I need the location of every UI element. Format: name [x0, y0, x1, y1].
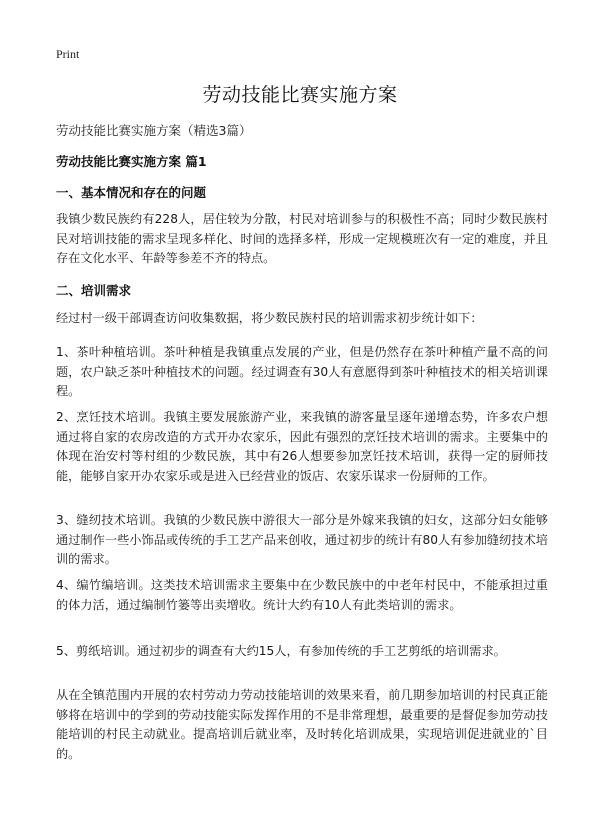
- list-item-sewing: 3、缝纫技术培训。我镇的少数民族中游很大一部分是外嫁来我镇的妇女，这部分妇女能够通过制作一些小饰品或传统的手工艺产品来创收，通过初步的统计有80人有参加缝纫技术培训的需求。: [56, 513, 548, 566]
- document-subtitle: 劳动技能比赛实施方案（精选3篇）: [56, 123, 252, 138]
- heading-basic-situation: 一、基本情况和存在的问题: [56, 185, 207, 200]
- document-title: 劳动技能比赛实施方案: [202, 84, 398, 106]
- print-label[interactable]: Print: [56, 47, 80, 61]
- paragraph-basic-situation: 我镇少数民族约有228人，居住较为分散，村民对培训参与的积极性不高；同时少数民族村民对培训技能的需求呈现多样化、时间的选择多样，形成一定规模班次有一定的难度，并且存在文化水平、年龄等参差不齐的特点。: [56, 212, 548, 265]
- list-item-bamboo-weaving: 4、编竹编培训。这类技术培训需求主要集中在少数民族中的中老年村民中，不能承担过重的体力活，通过编制竹篓等出卖增收。统计大约有10人有此类培训的需求。: [56, 578, 548, 612]
- heading-training-needs: 二、培训需求: [56, 283, 132, 298]
- paragraph-survey-intro: 经过村一级干部调查访问收集数据，将少数民族村民的培训需求初步统计如下：: [56, 311, 483, 325]
- section-title: 劳动技能比赛实施方案 篇1: [56, 154, 207, 169]
- list-item-cooking: 2、烹饪技术培训。我镇主要发展旅游产业，来我镇的游客量呈逐年递增态势，许多农户想通过将自家的农房改造的方式开办农家乐，因此有强烈的烹饪技术培训的需求。主要集中的体现在治安村等村组的少数民族，其中有26人想要参加烹饪技术培训，获得一定的厨师技能，能够自家开办农家乐或是进入已经营业的饭店、农家乐谋求一份厨师的工作。: [56, 410, 548, 483]
- list-item-tea-planting: 1、茶叶种植培训。茶叶种植是我镇重点发展的产业，但是仍然存在茶叶种植产量不高的问题，农户缺乏茶叶种植技术的问题。经过调查有30人有意愿得到茶叶种植技术的相关培训课程。: [56, 345, 548, 398]
- paragraph-conclusion: 从在全镇范围内开展的农村劳动力劳动技能培训的效果来看，前几期参加培训的村民真正能够将在培训中的学到的劳动技能实际发挥作用的不是非常理想，最重要的是督促参加劳动技能培训的村民主动就业。提高培训后就业率，及时转化培训成果，实现培训促进就业的`目的。: [56, 688, 548, 761]
- list-item-paper-cutting: 5、剪纸培训。通过初步的调查有大约15人，有参加传统的手工艺剪纸的培训需求。: [56, 644, 506, 658]
